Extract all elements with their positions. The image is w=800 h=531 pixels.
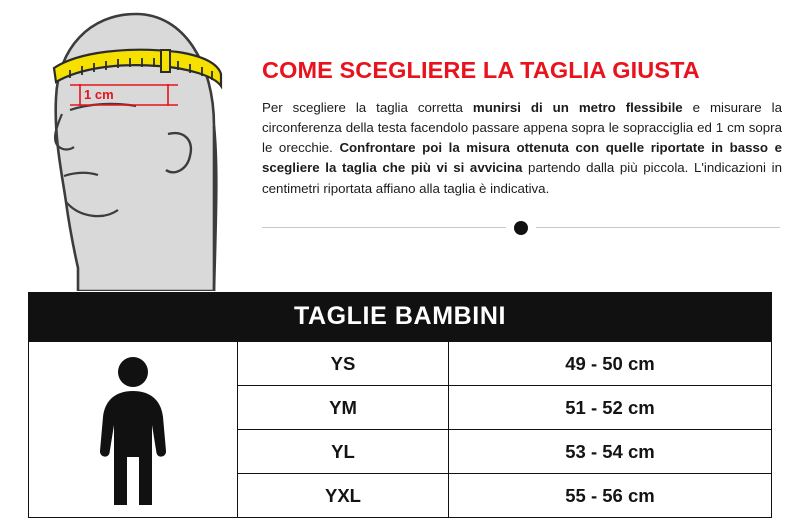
intro-part-1: Per scegliere la taglia corretta bbox=[262, 99, 473, 115]
divider-line-right bbox=[536, 227, 780, 228]
intro-part-2: e misurare la circonferenza della testa facendolo passare appena sopra le sopracciglia ed 1 cm sopra le orecchie. bbox=[262, 99, 783, 156]
child-silhouette-icon bbox=[29, 342, 238, 517]
table-row bbox=[238, 342, 771, 386]
size-label: YXL bbox=[238, 474, 449, 517]
size-measure: 49 - 50 cm bbox=[565, 352, 655, 374]
table-title: TAGLIE BAMBINI bbox=[29, 293, 771, 342]
page-title: COME SCEGLIERE LA TAGLIA GIUSTA bbox=[262, 57, 700, 83]
intro-bold-2: Confrontare poi la misura ottenuta con quelle riportate in basso e scegliere la taglia che più vi si avvicina bbox=[262, 140, 782, 176]
size-table bbox=[28, 292, 772, 518]
table-rows bbox=[238, 342, 771, 517]
intro-part-3: partendo dalla più piccola. L'indicazioni in centimetri riportata affiano alla taglia è indicativa. bbox=[262, 160, 782, 196]
table-body bbox=[29, 342, 771, 517]
table-row bbox=[238, 430, 771, 474]
divider-dot bbox=[514, 221, 528, 235]
size-label: YL bbox=[238, 430, 449, 473]
intro-bold-1: munirsi di un metro flessibile bbox=[472, 99, 683, 115]
text-column bbox=[248, 6, 782, 288]
head-measure-illustration bbox=[18, 6, 248, 288]
measure-label: 1 cm bbox=[84, 87, 114, 102]
size-measure: 53 - 54 cm bbox=[565, 440, 655, 462]
table-row bbox=[238, 386, 771, 430]
size-label: YM bbox=[238, 386, 449, 429]
table-row bbox=[238, 474, 771, 517]
child-silhouette-svg bbox=[87, 355, 179, 505]
size-measure: 55 - 56 cm bbox=[565, 484, 655, 506]
section-divider bbox=[262, 221, 782, 235]
intro-paragraph bbox=[262, 98, 782, 199]
head-illustration-svg bbox=[18, 6, 248, 291]
size-measure: 51 - 52 cm bbox=[565, 396, 655, 418]
divider-line-left bbox=[262, 227, 506, 228]
size-label: YS bbox=[238, 342, 449, 385]
